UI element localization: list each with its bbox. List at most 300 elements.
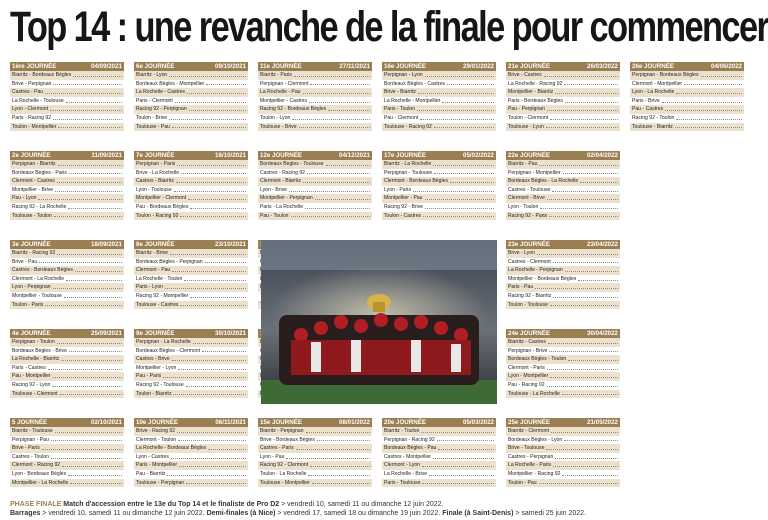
match-row bbox=[506, 203, 620, 212]
match-row bbox=[10, 177, 124, 186]
match-row bbox=[10, 338, 124, 347]
match-row bbox=[258, 105, 372, 114]
score-line bbox=[550, 374, 602, 378]
round-label: 23e JOURNÉE bbox=[508, 241, 550, 248]
score-line bbox=[565, 268, 602, 272]
match-teams: Castres - Perpignan bbox=[508, 453, 554, 460]
match-row bbox=[134, 453, 248, 462]
score-line bbox=[447, 81, 478, 85]
score-blank bbox=[479, 437, 494, 441]
match-teams: Biarritz - Toulon bbox=[384, 428, 420, 434]
round-header bbox=[258, 418, 372, 427]
score-blank bbox=[355, 455, 370, 459]
round-card bbox=[382, 151, 496, 229]
score-line bbox=[434, 124, 478, 128]
match-teams: Brive - Castres bbox=[508, 72, 542, 78]
match-teams: La Rochelle - Toulon bbox=[136, 275, 183, 282]
round-card bbox=[506, 240, 620, 318]
match-teams: Bordeaux Bègles - Brive bbox=[12, 347, 67, 354]
score-blank bbox=[479, 196, 494, 200]
score-blank bbox=[603, 429, 618, 433]
match-teams: Montpellier - Brive bbox=[12, 186, 54, 193]
score-blank bbox=[355, 73, 370, 77]
score-blank bbox=[231, 366, 246, 370]
match-teams: Brive - Bordeaux Bègles bbox=[260, 436, 315, 443]
round-header bbox=[10, 240, 124, 249]
score-blank bbox=[603, 124, 618, 128]
score-blank bbox=[107, 81, 122, 85]
match-row bbox=[506, 169, 620, 178]
round-card bbox=[258, 62, 372, 140]
score-line bbox=[172, 357, 230, 361]
match-row bbox=[10, 105, 124, 114]
score-line bbox=[39, 259, 106, 263]
match-teams: La Rochelle - Racing 92 bbox=[508, 80, 563, 87]
score-blank bbox=[603, 357, 618, 361]
match-teams: Castres - Racing 92 bbox=[260, 169, 306, 176]
score-line bbox=[187, 90, 230, 94]
match-teams: Racing 92 - Brive bbox=[384, 203, 424, 210]
score-line bbox=[423, 213, 478, 217]
score-line bbox=[549, 348, 602, 352]
score-blank bbox=[355, 437, 370, 441]
round-date: 11/09/2021 bbox=[91, 152, 122, 159]
round-label: 1ère JOURNÉE bbox=[12, 63, 57, 70]
score-blank bbox=[355, 472, 370, 476]
match-teams: Bordeaux Bègles - Perpignan bbox=[136, 258, 203, 265]
score-blank bbox=[479, 480, 494, 484]
footer-playoffs bbox=[10, 509, 756, 518]
match-teams: Castres - Clermont bbox=[508, 258, 551, 265]
score-blank bbox=[107, 437, 122, 441]
match-teams: Lyon - Castres bbox=[136, 453, 169, 460]
score-line bbox=[306, 429, 354, 433]
score-line bbox=[178, 366, 230, 370]
score-blank bbox=[355, 463, 370, 467]
demi-text: > vendredi 17, samedi 18 ou dimanche 19 juin 2022. bbox=[275, 510, 443, 517]
match-teams: Castres - Bordeaux Bègles bbox=[12, 267, 73, 274]
match-row bbox=[258, 436, 372, 445]
match-row bbox=[10, 470, 124, 479]
match-row bbox=[134, 114, 248, 123]
round-label: 16e JOURNÉE bbox=[384, 63, 426, 70]
match-teams: Biarritz - Perpignan bbox=[260, 428, 304, 434]
match-teams: Perpignan - Paris bbox=[136, 161, 176, 167]
match-row bbox=[10, 461, 124, 470]
score-blank bbox=[727, 73, 742, 77]
score-blank bbox=[107, 99, 122, 103]
score-blank bbox=[355, 81, 370, 85]
score-blank bbox=[355, 196, 370, 200]
match-teams: Paris - Castres bbox=[12, 364, 46, 371]
match-teams: Brive - Lyon bbox=[508, 250, 535, 256]
round-card bbox=[10, 62, 124, 140]
match-row bbox=[134, 169, 248, 178]
score-blank bbox=[603, 196, 618, 200]
score-line bbox=[58, 162, 106, 166]
match-teams: Perpignan - Montpellier bbox=[508, 169, 561, 176]
round-label: 7e JOURNÉE bbox=[136, 152, 175, 159]
score-blank bbox=[231, 285, 246, 289]
score-blank bbox=[355, 179, 370, 183]
match-teams: Brive - Racing 92 bbox=[136, 428, 176, 434]
match-teams: Racing 92 - Montpellier bbox=[136, 292, 189, 299]
match-teams: Toulouse - Biarritz bbox=[632, 123, 673, 130]
score-line bbox=[413, 188, 478, 192]
round-date: 06/11/2021 bbox=[215, 419, 246, 426]
match-teams: Perpignan - Clermont bbox=[260, 80, 309, 87]
match-teams: Montpellier - Castres bbox=[260, 97, 307, 104]
round-label: 21e JOURNÉE bbox=[508, 63, 550, 70]
match-row bbox=[134, 347, 248, 356]
match-row bbox=[134, 212, 248, 221]
score-blank bbox=[355, 429, 370, 433]
match-row bbox=[10, 355, 124, 364]
match-teams: Toulouse - Clermont bbox=[12, 390, 58, 397]
score-line bbox=[309, 99, 354, 103]
score-blank bbox=[231, 277, 246, 281]
round-card bbox=[258, 418, 372, 496]
match-row bbox=[10, 123, 124, 132]
score-blank bbox=[231, 170, 246, 174]
round-header bbox=[630, 62, 744, 71]
match-teams: Montpellier - La Rochelle bbox=[12, 479, 69, 486]
score-line bbox=[193, 340, 230, 344]
score-blank bbox=[231, 196, 246, 200]
match-teams: Racing 92 - La Rochelle bbox=[12, 203, 67, 210]
match-row bbox=[382, 114, 496, 123]
score-blank bbox=[479, 162, 494, 166]
match-row bbox=[134, 381, 248, 390]
match-teams: La Rochelle - Montpellier bbox=[384, 97, 441, 104]
score-line bbox=[450, 179, 478, 183]
match-row bbox=[630, 88, 744, 97]
match-row bbox=[506, 453, 620, 462]
match-teams: Pau - Clermont bbox=[384, 114, 419, 121]
score-blank bbox=[107, 268, 122, 272]
score-line bbox=[179, 463, 230, 467]
match-teams: Toulouse - Perpignan bbox=[136, 479, 185, 486]
score-line bbox=[307, 170, 354, 174]
score-line bbox=[420, 116, 478, 120]
score-blank bbox=[355, 170, 370, 174]
match-row bbox=[506, 470, 620, 479]
match-row bbox=[134, 427, 248, 436]
match-row bbox=[258, 470, 372, 479]
match-teams: Lyon - Toulouse bbox=[136, 186, 172, 193]
score-blank bbox=[603, 107, 618, 111]
match-row bbox=[10, 88, 124, 97]
score-line bbox=[547, 107, 602, 111]
score-blank bbox=[107, 205, 122, 209]
score-blank bbox=[107, 251, 122, 255]
accession-text: > vendredi 10, samedi 11 ou dimanche 12 juin 2022. bbox=[279, 501, 444, 508]
score-line bbox=[171, 455, 230, 459]
score-line bbox=[547, 383, 602, 387]
finale-label: Finale (à Saint-Denis) bbox=[442, 510, 514, 517]
match-row bbox=[10, 292, 124, 301]
match-teams: Clermont - Bordeaux Bègles bbox=[384, 178, 448, 185]
score-line bbox=[51, 455, 106, 459]
score-line bbox=[55, 188, 106, 192]
score-line bbox=[75, 268, 106, 272]
score-blank bbox=[603, 340, 618, 344]
score-blank bbox=[479, 463, 494, 467]
round-header bbox=[382, 418, 496, 427]
score-line bbox=[438, 446, 478, 450]
match-teams: Perpignan - Biarritz bbox=[12, 161, 56, 167]
score-blank bbox=[231, 446, 246, 450]
score-line bbox=[53, 116, 106, 120]
score-blank bbox=[603, 391, 618, 395]
match-row bbox=[134, 80, 248, 89]
score-blank bbox=[231, 213, 246, 217]
score-line bbox=[180, 302, 230, 306]
score-blank bbox=[603, 285, 618, 289]
match-teams: Toulouse - Racing 92 bbox=[384, 123, 432, 130]
score-line bbox=[552, 188, 602, 192]
score-blank bbox=[603, 302, 618, 306]
round-header bbox=[258, 151, 372, 160]
score-line bbox=[326, 162, 354, 166]
match-teams: Pau - Paris bbox=[136, 373, 162, 380]
score-blank bbox=[231, 107, 246, 111]
score-blank bbox=[231, 73, 246, 77]
score-line bbox=[555, 90, 602, 94]
score-line bbox=[317, 437, 354, 441]
score-blank bbox=[107, 179, 122, 183]
score-line bbox=[48, 366, 106, 370]
round-label: 22e JOURNÉE bbox=[508, 152, 550, 159]
match-teams: Lyon - La Rochelle bbox=[632, 89, 675, 96]
round-header bbox=[134, 240, 248, 249]
score-blank bbox=[727, 99, 742, 103]
match-row bbox=[10, 212, 124, 221]
round-header bbox=[134, 62, 248, 71]
match-row bbox=[506, 80, 620, 89]
match-row bbox=[506, 71, 620, 80]
score-line bbox=[51, 437, 106, 441]
round-header bbox=[506, 240, 620, 249]
score-blank bbox=[727, 81, 742, 85]
match-row bbox=[258, 444, 372, 453]
match-row bbox=[382, 453, 496, 462]
match-row bbox=[258, 479, 372, 488]
match-row bbox=[506, 372, 620, 381]
match-row bbox=[506, 347, 620, 356]
score-blank bbox=[107, 294, 122, 298]
round-date: 18/09/2021 bbox=[91, 241, 122, 248]
score-line bbox=[312, 480, 354, 484]
match-row bbox=[10, 436, 124, 445]
match-teams: Perpignan - Toulon bbox=[12, 339, 55, 345]
match-teams: Montpellier - Biarritz bbox=[508, 89, 554, 96]
score-blank bbox=[603, 366, 618, 370]
match-teams: Clermont - La Rochelle bbox=[12, 275, 65, 282]
match-row bbox=[134, 301, 248, 310]
score-line bbox=[173, 391, 230, 395]
round-label: 8e JOURNÉE bbox=[136, 241, 175, 248]
score-blank bbox=[603, 277, 618, 281]
match-teams: Lyon - Clermont bbox=[12, 106, 49, 113]
match-teams: Pau - Racing 92 bbox=[508, 381, 545, 388]
round-date: 09/10/2021 bbox=[215, 63, 246, 70]
match-row bbox=[630, 105, 744, 114]
match-row bbox=[10, 80, 124, 89]
score-line bbox=[676, 116, 726, 120]
match-row bbox=[506, 114, 620, 123]
match-row bbox=[258, 160, 372, 169]
score-line bbox=[442, 99, 478, 103]
match-row bbox=[134, 479, 248, 488]
match-row bbox=[382, 203, 496, 212]
score-line bbox=[551, 429, 602, 433]
score-line bbox=[555, 455, 602, 459]
match-row bbox=[134, 177, 248, 186]
score-line bbox=[294, 73, 354, 77]
match-row bbox=[506, 266, 620, 275]
score-blank bbox=[355, 213, 370, 217]
match-row bbox=[10, 114, 124, 123]
score-blank bbox=[479, 472, 494, 476]
round-date: 05/02/2022 bbox=[463, 152, 494, 159]
score-line bbox=[57, 251, 106, 255]
score-line bbox=[174, 188, 230, 192]
match-row bbox=[10, 97, 124, 106]
match-teams: Montpellier - Pau bbox=[384, 195, 423, 202]
score-blank bbox=[231, 294, 246, 298]
match-teams: Brive - Paris bbox=[12, 445, 40, 452]
match-row bbox=[506, 479, 620, 488]
match-teams: Brive - La Rochelle bbox=[136, 169, 180, 176]
score-blank bbox=[107, 463, 122, 467]
round-label: 17e JOURNÉE bbox=[384, 152, 426, 159]
score-line bbox=[58, 124, 106, 128]
match-row bbox=[382, 436, 496, 445]
score-blank bbox=[479, 429, 494, 433]
match-row bbox=[10, 249, 124, 258]
score-blank bbox=[355, 90, 370, 94]
match-row bbox=[258, 453, 372, 462]
match-teams: Toulon - Biarritz bbox=[136, 390, 172, 397]
round-date: 27/11/2021 bbox=[339, 63, 370, 70]
score-line bbox=[425, 73, 478, 77]
score-blank bbox=[727, 107, 742, 111]
match-row bbox=[10, 275, 124, 284]
score-blank bbox=[231, 357, 246, 361]
match-row bbox=[506, 123, 620, 132]
match-teams: Pau - Castres bbox=[632, 106, 664, 113]
score-blank bbox=[107, 374, 122, 378]
score-line bbox=[165, 285, 230, 289]
match-row bbox=[10, 71, 124, 80]
match-teams: La Rochelle - Brive bbox=[384, 470, 428, 477]
score-line bbox=[190, 205, 230, 209]
match-teams: Clermont - Pau bbox=[136, 267, 171, 274]
match-teams: Biarritz - Paris bbox=[260, 72, 292, 78]
match-row bbox=[382, 186, 496, 195]
score-line bbox=[422, 480, 478, 484]
score-blank bbox=[107, 277, 122, 281]
score-blank bbox=[479, 213, 494, 217]
match-row bbox=[134, 266, 248, 275]
score-line bbox=[190, 294, 230, 298]
score-blank bbox=[603, 116, 618, 120]
round-header bbox=[10, 151, 124, 160]
match-row bbox=[10, 283, 124, 292]
round-date: 04/06/2022 bbox=[711, 63, 742, 70]
score-blank bbox=[355, 99, 370, 103]
match-row bbox=[630, 97, 744, 106]
match-row bbox=[506, 212, 620, 221]
score-blank bbox=[479, 446, 494, 450]
score-line bbox=[537, 251, 602, 255]
match-teams: Racing 92 - Perpignan bbox=[136, 106, 187, 113]
match-teams: Castres - Montpellier bbox=[384, 453, 431, 460]
score-blank bbox=[107, 357, 122, 361]
round-label: 20e JOURNÉE bbox=[384, 419, 426, 426]
round-label: 5 JOURNÉE bbox=[12, 419, 48, 426]
score-line bbox=[52, 383, 106, 387]
score-blank bbox=[231, 188, 246, 192]
match-row bbox=[10, 258, 124, 267]
round-card bbox=[382, 418, 496, 496]
score-line bbox=[437, 437, 478, 441]
score-blank bbox=[107, 429, 122, 433]
score-line bbox=[564, 437, 602, 441]
match-teams: Toulouse - Lyon bbox=[508, 123, 544, 130]
score-line bbox=[675, 124, 726, 128]
round-date: 02/04/2022 bbox=[587, 152, 618, 159]
match-teams: Racing 92 - Lyon bbox=[12, 381, 51, 388]
match-row bbox=[258, 177, 372, 186]
score-blank bbox=[603, 188, 618, 192]
match-teams: Toulon - Toulouse bbox=[508, 301, 548, 308]
score-blank bbox=[479, 179, 494, 183]
page-title: Top 14 : une revanche de la finale pour commencer bbox=[10, 3, 768, 51]
score-line bbox=[206, 81, 230, 85]
match-teams: Paris - Pau bbox=[508, 284, 534, 291]
match-teams: La Rochelle - Bordeaux Bègles bbox=[136, 445, 207, 452]
match-row bbox=[382, 427, 496, 436]
round-card bbox=[506, 329, 620, 407]
score-blank bbox=[231, 124, 246, 128]
match-row bbox=[258, 186, 372, 195]
score-blank bbox=[231, 162, 246, 166]
match-teams: Brive - Pau bbox=[12, 258, 38, 265]
match-row bbox=[258, 88, 372, 97]
match-row bbox=[506, 275, 620, 284]
match-row bbox=[134, 71, 248, 80]
score-blank bbox=[603, 455, 618, 459]
score-line bbox=[167, 472, 230, 476]
match-row bbox=[134, 123, 248, 132]
match-teams: Bordeaux Bègles - Paris bbox=[12, 169, 67, 176]
round-date: 26/03/2022 bbox=[587, 63, 618, 70]
score-line bbox=[289, 188, 354, 192]
match-row bbox=[506, 461, 620, 470]
match-row bbox=[134, 283, 248, 292]
score-line bbox=[684, 81, 726, 85]
match-row bbox=[134, 194, 248, 203]
accession-label: Match d'accession entre le 13e du Top 14 et le finaliste de Pro D2 bbox=[63, 501, 280, 508]
match-teams: Perpignan - Racing 92 bbox=[384, 436, 435, 443]
score-line bbox=[291, 213, 354, 217]
match-teams: Bordeaux Bègles - Lyon bbox=[508, 436, 563, 443]
score-line bbox=[550, 302, 602, 306]
match-row bbox=[506, 292, 620, 301]
score-line bbox=[425, 196, 478, 200]
